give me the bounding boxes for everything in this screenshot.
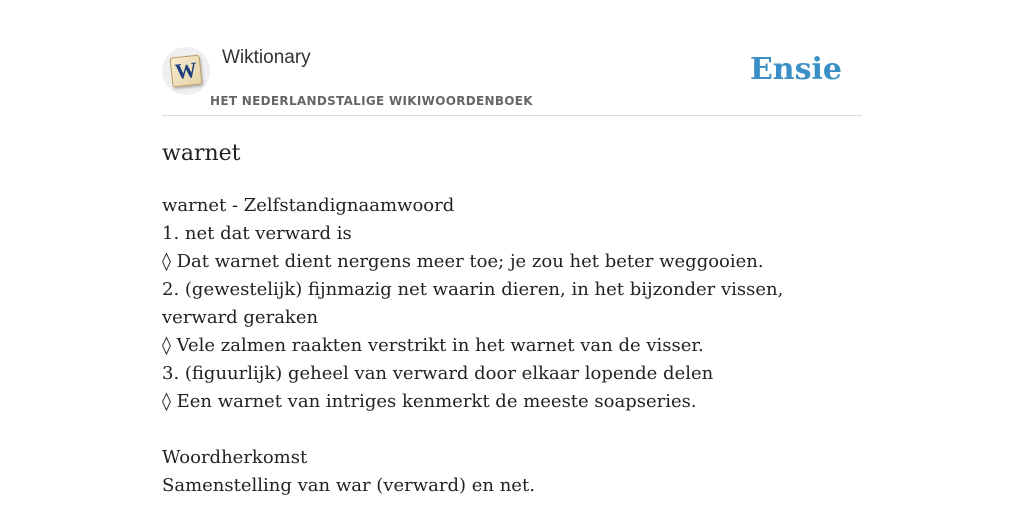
sense-example: ◊ Vele zalmen raakten verstrikt in het warnet van de visser.	[162, 335, 704, 356]
sense-definition: 1. net dat verward is	[162, 223, 352, 244]
etymology-heading: Woordherkomst	[162, 447, 308, 468]
page-title: warnet	[162, 141, 241, 166]
part-of-speech-line: warnet - Zelfstandignaamwoord	[162, 195, 455, 216]
etymology-text: Samenstelling van war (verward) en net.	[162, 475, 535, 496]
ensie-brand-logo[interactable]: Ensie	[749, 52, 842, 87]
wiktionary-logo-icon[interactable]	[162, 47, 210, 95]
sense-definition: 2. (gewestelijk) fijnmazig net waarin dieren, in het bijzonder vissen, verward geraken	[162, 279, 784, 328]
site-tagline: HET NEDERLANDSTALIGE WIKIWOORDENBOEK	[210, 94, 533, 108]
site-header	[162, 0, 862, 116]
sense-definition: 3. (figuurlijk) geheel van verward door elkaar lopende delen	[162, 363, 714, 384]
logo-tile	[170, 55, 203, 88]
site-name[interactable]: Wiktionary	[222, 47, 311, 68]
entry-content	[162, 192, 862, 500]
logo-letter: W	[173, 56, 199, 85]
sense-example: ◊ Een warnet van intriges kenmerkt de meeste soapseries.	[162, 391, 697, 412]
sense-example: ◊ Dat warnet dient nergens meer toe; je zou het beter weggooien.	[162, 251, 764, 272]
section-spacer	[162, 416, 862, 444]
entry-card	[162, 0, 862, 512]
